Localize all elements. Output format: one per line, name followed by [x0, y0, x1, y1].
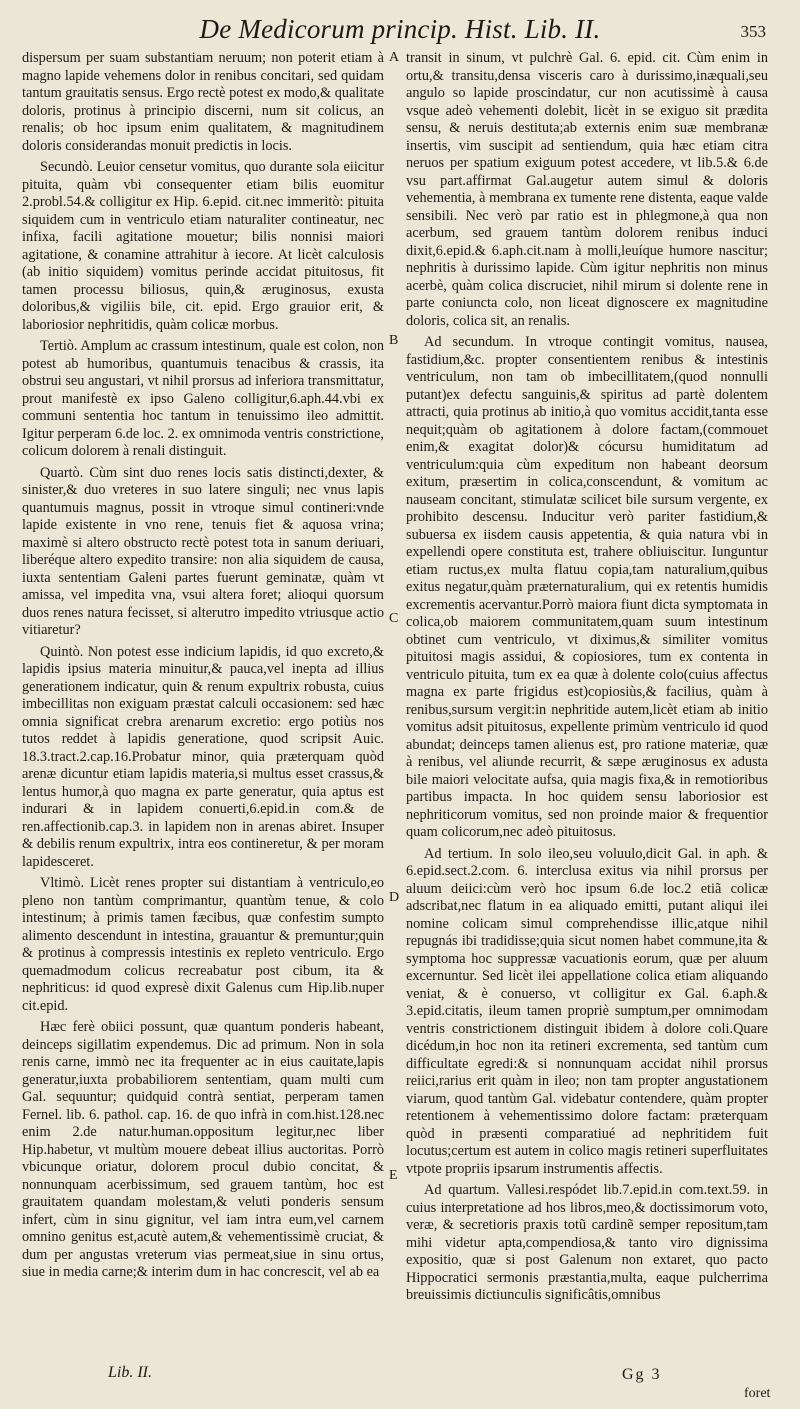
paragraph: dispersum per suam substantiam neruum; non poterit etiam à magno lapide vehemens dolor in renibus concitari, sed quidam tantum grauitatis sensus. Ergo rectè potest ex modo,& qualitate doloris, protinus à principio discerni, num sit colicus, an renalis; ob hoc ipsum enim qualitatem, & magnitudinem doloris considerandas monuit predictis in locis.: [22, 50, 384, 154]
paragraph: Hæc ferè obiici possunt, quæ quantum ponderis habeant, deinceps sigillatim expendemus. Dic ad primum. Non in sola renis carne, immò nec ita frequenter ac in eius cauitate,lapis generatur,iuxta probabiliorem sententiam, quam multi cum Gal. sequuntur; quidquid contrà sentiat, perperam tamen Fernel. lib. 6. pathol. cap. 16. de quo infrà in com.hist.128.nec enim 2.de natur.human.oppositum legitur,nec liber Hip.habetur, vt multùm mouere debeat illius auctoritas. Porrò vbicunque oriatur, dolorem procul dubio concitat, & nonnunquam acerbissimum, sed grauem tantùm, hoc est grauitatem quandam molestam,& veluti ponderis sensum infert, cùm in sinu gignitur, vel iam intra eum,vel carnem omnino genitus est,acutè autem,& vehementissimè cruciat, & dum per angustas vreterum vias permeat,siue in sinu ortus, siue in media carne;& interim dum in hac concrescit, vel ab ea: [22, 1019, 384, 1280]
page-number: 353: [740, 22, 766, 41]
paragraph: Quintò. Non potest esse indicium lapidis, id quo excreto,& lapidis ipsius materia minuitur,& pauca,vel inepta ad illius generationem indicatur, quin & renum expultrix robusta, cuius imbecillitas non exiguam præstat calculi occasionem: sed hæc omnia significat crebra arenarum excretio: ergo potiùs nos tutos reddet à lapidis generatione, quod scripsit Auic. 18.3.tract.2.cap.16.Probatur minor, quia præterquam quòd arenæ dicuntur etiam lapidis materia,si multus esset crassus,& lentus humor,à quo magna ex parte generatur, quia aptus est indurari & in lapidem conuerti,6.epid.in com.& de ren.affectionib.cap.3. in lapidem non in arenas abiret. Insuper & debilis renum expultrix, intra eos contineretur, & per moram lapidesceret.: [22, 643, 384, 870]
paragraph: Vltimò. Licèt renes propter sui distantiam à ventriculo,eo pleno non tantùm comprimantur, quantùm tenue, & colo intestinum; à primis tamen fæcibus, quæ confestim sumpto alimento descendunt in intestina, grauantur & premuntur;quin & protinus à compressis intestinis ex repleto ventriculo. Ergo quemadmodum colicus recreabatur post cibum, ita & nephriticus: id quod expresè dixit Galenus cum Hip.lib.nuper cit.epid.: [22, 875, 384, 1014]
margin-marker-d: D: [389, 890, 400, 905]
signature-mark: Gg 3: [622, 1366, 662, 1383]
catchword: foret: [744, 1386, 771, 1401]
margin-marker-c: C: [389, 611, 399, 626]
paragraph: Secundò. Leuior censetur vomitus, quo durante sola eiicitur pituita, quàm vbi consequenter etiam bilis euomitur 2.probl.54.& colligitur ex Hip. 6.epid. cit.nec immeritò: pituita siquidem cum in ventriculo etiam naturaliter contineatur, nec infixa, facili agitatione mouetur; bilis nonnisi maiori agitatione, & conamine attrahitur à iecore. At licèt calculosis (ab initio siquidem) vomitus perinde accidat pituitosus, fit tamen processu biliosus, quin,& æruginosus, exusta doloribus,& vigiliis bile, cit. epid. Ergo grauior erit, & laboriosior nephritidis, quàm colicæ morbus.: [22, 159, 384, 333]
paragraph: Ad quartum. Vallesi.respódet lib.7.epid.in com.text.59. in cuius interpretatione ad hos libros,meo,& doctissimorum voto, veræ, & secretioris praxis totũ cardinẽ semper repositum,tam mihi videtur apta,compendiosa,& tanto viro dignissima expositio, quæ si post Galenum non extaret, quo pacto Hippocratici sermonis præstantia,multa, eaque pulcherrima breuissimis dictiunculis significâtis,omnibus: [406, 1182, 768, 1303]
footer-book-label: Lib. II.: [108, 1364, 152, 1381]
paragraph: transit in sinum, vt pulchrè Gal. 6. epid. cit. Cùm enim in ortu,& transitu,densa visceris caro à durissimo,inæquali,seu angulo so lapide proscindatur, cur non acutissimè à causa vsque adeò vehementi dolebit, licèt in se exiguo sit prædita sensu, & neruis destituta;ab externis enim suæ membranæ insertis, vim suscipit ad sentiendum, quia hæc etiam citra neruos per spatium exiguum potest accedere, vt lib.5.& 6.de vsu part.affirmat Gal.augetur autem simul & doloris vehementia, à membrana ex tumente rene distenta, eaque valde sensibili. Nec verò par ratio est in phlegmone,à qua non acerbum, sed grauem tantùm dolorem renibus induci dixit,6.epid.& 6.aph.cit.nam à molli,leuíque humore nascitur; nephritis à durissimo lapide. Cùm igitur nephritis non minus acerbè, quàm colica discruciet, nihil mirum si dolente rene in parte coniuncta colo, non liceat dignoscere ex magnitudine doloris, colica sit, an renalis.: [406, 50, 768, 329]
margin-marker-a: A: [389, 50, 400, 65]
margin-marker-e: E: [389, 1168, 398, 1183]
paragraph: Tertiò. Amplum ac crassum intestinum, quale est colon, non potest ab humoribus, quantumuis tenacibus & crassis, ita obstrui seu angustari, vt nihil prorsus ad inferiora transmittatur, prout manifestè ex ipso Galeno colligitur,6.aph.44.vbi ex communi sententia hoc tantum in tenuissimo ileo admittit. Igitur perperam 6.de loc. 2. ex omnimoda ventris constrictione, colicum dolorem à renali distinguit.: [22, 338, 384, 459]
left-column: [22, 50, 384, 1286]
right-column: [406, 50, 768, 1309]
paragraph: Ad secundum. In vtroque contingit vomitus, nausea, fastidium,&c. propter consentientem renibus & intestinis ventriculum, non tam ob imbecillitatem,(quod nonnulli putant)ex defectu sanguinis,& spiritus ad partè dolentem attracti, quia protinus ab initio,à quo vomitus accidit,tanta esse nequit;quàm ob agitationem à dolore factam,(commouet enim,& exagitat dolor)& cócursu humiditatum ad ventriculum:quia cùm expeditum non habeant deorsum exitum, præsertim in colica,conscendunt, & vomitum ac nauseam concitant, stimulatæ scilicet bile sursum vergente, ex prohibito descensu. Inducitur verò pariter fastidium,& subuersa ex iisdem causis appetentia, & quia natura vbi in expellendi opere constituta est, trahere obliuiscitur. Iunguntur etiam ructus,ex multa flatuu copia,tam naturalium,quibus exitus negatur,quàm præternaturalium, qui ex retentis humidis excrementis acervantur.Porrò maiora fiunt dicta symptomata in colica,ob maiorem communitatem,quam suum intestinum obtinet cum ventriculo, vt diximus,& similiter vomitus pituitosi magis assidui, & copiosiores, tum ex contenta in ventriculo pituita, tum ex ea quæ à dolente colo(cuius affectus magna ex parte frigidus est)copiosiùs,& facilius, quàm à renibus,sursum vergit:in nephritide autem,licèt etiam ab initio vomitus adsit pituitosus, expellente primùm ventriculo id quod abundat; deinceps tamen alienus est, pro ratione materiæ, quæ à renibus, vel aliunde recurrit, & sæpe æruginosus ex adusta bile maiori velocitate aufsa, quia magis fixa,& in remotioribus partibus impacta. In hoc quidem sensu laboriosior est nephriticorum vomitus, sed non proinde maior & frequentior quam colicorum,nec adeò pituitosus.: [406, 334, 768, 840]
paragraph: Ad tertium. In solo ileo,seu voluulo,dicit Gal. in aph. & 6.epid.sect.2.com. 6. interclusa exitus via nihil prorsus per aluum deiici:cùm verò hoc ipsum 6.de loc.2 etiã colicæ adscribat,nec flatum in ea aliquado emitti, putant aliqui ilei nomine colicam simul comprehendisse illic,atque nihil repugnás ibi tradidisse;quia sicut nomen habet commune,ita & symptoma hoc suppressæ vacuationis eorum, quæ per aluum excernuntur. Sed licèt ilei appellatione colica etiam aliquando veniat, & è conuerso, vt colligitur ex Gal. 6.aph.& 3.epid.citatis, ileum tamen propriè sumptum,per omnimodam ventris constrictionem distinguit ibidem à dolore coli.Quare dicédum,in hoc non ita retineri excrementa, sed tantùm cum difficultate egredi:& si nonnunquam accidat nihil prorsus reiici,rarius erit quàm in ileo; non tam propter angustationem viarum, quod tantùm Gal. videbatur contendere, quàm propter retentionem à vehementissimo dolore factam: præterquam quòd in præsenti comparatiué ad nephritidem fuit locutus;certum est autem in colico magis retineri superfluitates vtpote propriis ipsarum instrumentis affectis.: [406, 845, 768, 1177]
margin-marker-b: B: [389, 333, 399, 348]
paragraph: Quartò. Cùm sint duo renes locis satis distincti,dexter, & sinister,& duo vreteres in suo latere singuli; nec vnus lapis quantumuis magnus, possit in vtroque simul contineri:vnde lapide existente in vno rene, tenuis fiet & aquosa vrina; maximè si altero obstructo rectè potest tota in sanum deriuari, liberéque altero expedito transire: non alia siquidem de causa, iuxta sententiam Galeni partes fuerunt geminatæ, quàm vt amissa, vel impedita vna, vsui altera foret; alioqui quorsum duos renes natura fecisset, si alterutro impedito vtriusque actio vitiaretur?: [22, 464, 384, 638]
running-title: De Medicorum princip. Hist. Lib. II.: [199, 14, 601, 44]
